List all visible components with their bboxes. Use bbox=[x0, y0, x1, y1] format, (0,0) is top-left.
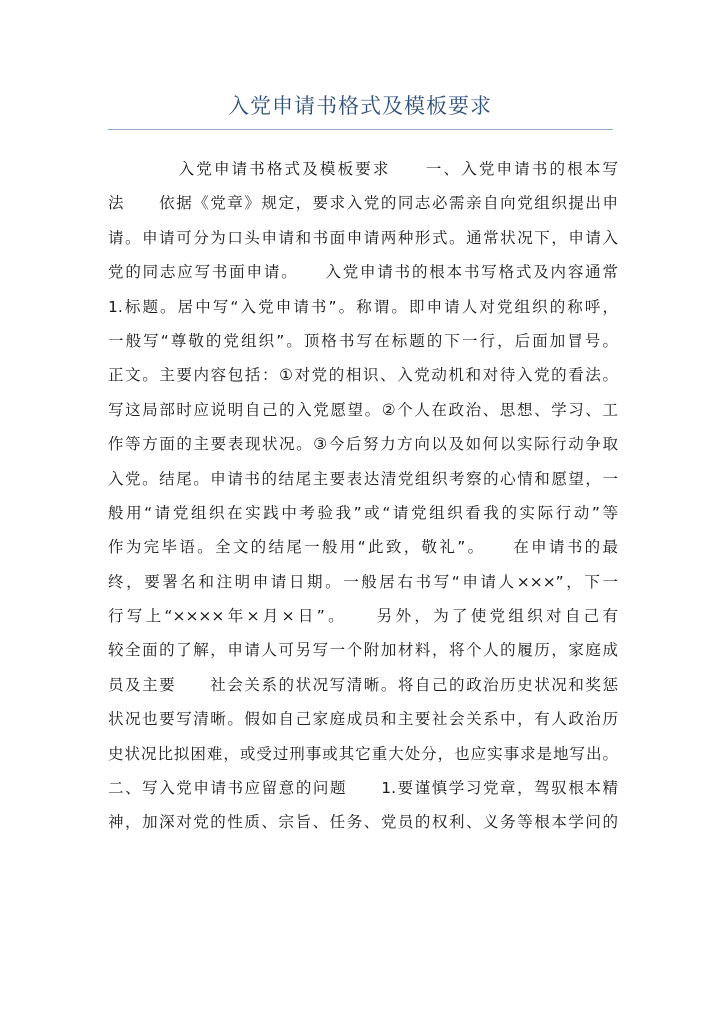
body-line: 作等方面的主要表现状况。③今后努力方向以及如何以实际行动争取 bbox=[108, 435, 618, 454]
body-line: 终，要署名和注明申请日期。一般居右书写“申请人×××”，下一 bbox=[108, 572, 618, 591]
body-line: 较全面的了解，申请人可另写一个附加材料，将个人的履历，家庭成 bbox=[108, 641, 618, 660]
body-line: 状况也要写清晰。假如自己家庭成员和主要社会关系中，有人政治历 bbox=[108, 710, 618, 729]
body-line: 行写上“××××年×月×日”。 另外，为了使党组织对自己有 bbox=[108, 607, 618, 626]
body-line: 请。申请可分为口头申请和书面申请两种形式。通常状况下，申请入 bbox=[108, 228, 618, 247]
body-line: 史状况比拟困难，或受过刑事或其它重大处分，也应实事求是地写出。 bbox=[108, 744, 618, 763]
body-line: 入党。结尾。申请书的结尾主要表达清党组织考察的心情和愿望，一 bbox=[108, 469, 618, 488]
body-line: 神，加深对党的性质、宗旨、任务、党员的权利、义务等根本学问的 bbox=[108, 813, 618, 832]
body-line: 一般写“尊敬的党组织”。顶格书写在标题的下一行，后面加冒号。 bbox=[108, 331, 618, 350]
body-line: 二、写入党申请书应留意的问题 1.要谨慎学习党章，驾驭根本精 bbox=[108, 779, 618, 798]
document-body bbox=[108, 152, 618, 840]
body-line: 员及主要 社会关系的状况写清晰。将自己的政治历史状况和奖惩 bbox=[108, 675, 618, 694]
document-title: 入党申请书格式及模板要求 bbox=[228, 94, 492, 118]
body-line: 入党申请书格式及模板要求 一、入党申请书的根本写 bbox=[108, 160, 618, 178]
body-line: 作为完毕语。全文的结尾一般用“此致，敬礼”。 在申请书的最 bbox=[108, 538, 618, 557]
body-line: 1.标题。居中写“入党申请书”。称谓。即申请人对党组织的称呼， bbox=[108, 297, 618, 316]
body-line: 般用“请党组织在实践中考验我”或“请党组织看我的实际行动”等 bbox=[108, 503, 618, 522]
body-line: 写这局部时应说明自己的入党愿望。②个人在政治、思想、学习、工 bbox=[108, 400, 618, 419]
body-line: 法 依据《党章》规定，要求入党的同志必需亲自向党组织提出申 bbox=[108, 194, 618, 213]
title-divider bbox=[108, 129, 613, 130]
body-line: 正文。主要内容包括：①对党的相识、入党动机和对待入党的看法。 bbox=[108, 366, 618, 385]
body-line: 党的同志应写书面申请。 入党申请书的根本书写格式及内容通常 bbox=[108, 263, 618, 282]
